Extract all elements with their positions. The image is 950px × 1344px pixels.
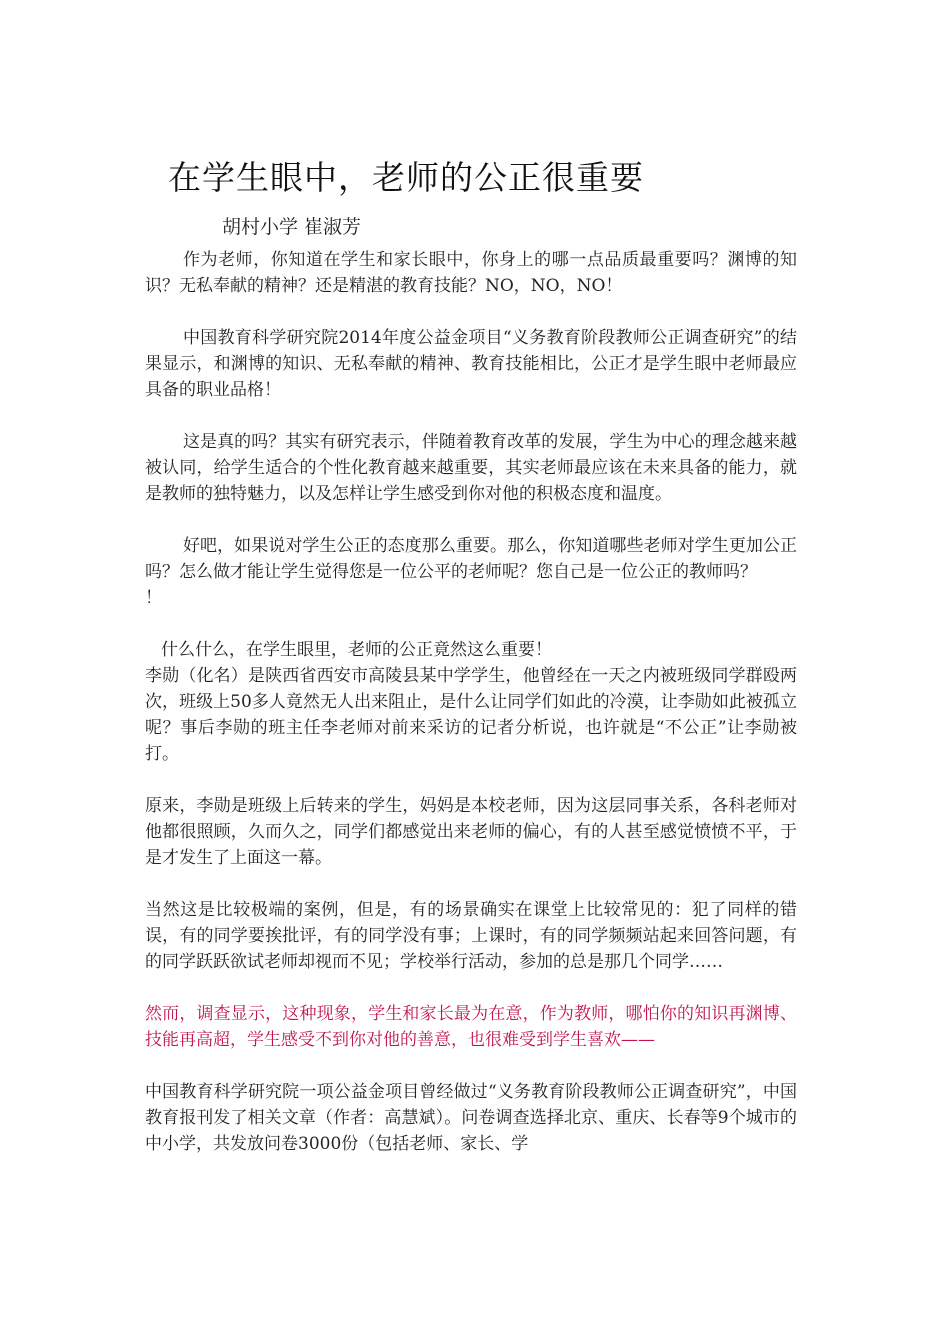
paragraph-survey: 中国教育科学研究院一项公益金项目曾经做过“义务教育阶段教师公正调查研究”，中国教育报刊发了相关文章（作者：高慧斌）。问卷调查选择北京、重庆、长春等9个城市的中小学，共发放问卷3000份（包括老师、家长、学 (145, 1082, 797, 1154)
paragraph-gap (145, 767, 797, 793)
paragraph-highlight: 然而，调查显示，这种现象，学生和家长最为在意，作为教师，哪怕你的知识再渊博、技能再高超，学生感受不到你对他的善意，也很难受到学生喜欢—— (145, 1004, 797, 1050)
author-line: 胡村小学 崔淑芳 (222, 216, 362, 238)
paragraph-gap (145, 871, 797, 897)
paragraph-gap (145, 1053, 797, 1079)
paragraph-classroom: 当然这是比较极端的案例，但是，有的场景确实在课堂上比较常见的：犯了同样的错误，有的同学要挨批评，有的同学没有事；上课时，有的同学频频站起来回答问题，有的同学跃跃欲试老师却视而不见；学校举行活动，参加的总是那几个同学…… (145, 900, 797, 972)
paragraph-gap (145, 611, 797, 637)
paragraph-gap (145, 507, 797, 533)
paragraph-gap (145, 299, 797, 325)
paragraph-gap (145, 975, 797, 1001)
paragraph-gap (145, 403, 797, 429)
document-body (145, 247, 797, 1157)
paragraph-intro: 作为老师，你知道在学生和家长眼中，你身上的哪一点品质最重要吗？渊博的知识？无私奉献的精神？还是精湛的教育技能？NO，NO，NO！ (145, 250, 797, 296)
paragraph-question: 这是真的吗？其实有研究表示，伴随着教育改革的发展，学生为中心的理念越来越被认同，给学生适合的个性化教育越来越重要，其实老师最应该在未来具备的能力，就是教师的独特魅力，以及怎样让学生感受到你对他的积极态度和温度。 (145, 432, 797, 504)
paragraph-surprise: 什么什么，在学生眼里，老师的公正竟然这么重要！ (161, 640, 552, 660)
paragraph-research: 中国教育科学研究院2014年度公益金项目“义务教育阶段教师公正调查研究”的结果显示，和渊博的知识、无私奉献的精神、教育技能相比，公正才是学生眼中老师最应具备的职业品格！ (145, 328, 797, 400)
paragraph-exclaim: ！ (145, 588, 162, 608)
document-title: 在学生眼中，老师的公正很重要 (168, 158, 644, 197)
paragraph-case: 李勋（化名）是陕西省西安市高陵县某中学学生，他曾经在一天之内被班级同学群殴两次，班级上50多人竟然无人出来阻止，是什么让同学们如此的冷漠，让李勋如此被孤立呢？事后李勋的班主任李老师对前来采访的记者分析说，也许就是“不公正”让李勋被打。 (145, 666, 797, 764)
paragraph-reason: 原来，李勋是班级上后转来的学生，妈妈是本校老师，因为这层同事关系，各科老师对他都很照顾，久而久之，同学们都感觉出来老师的偏心，有的人甚至感觉愤愤不平，于是才发生了上面这一幕。 (145, 796, 797, 868)
paragraph-fairness: 好吧，如果说对学生公正的态度那么重要。那么，你知道哪些老师对学生更加公正吗？怎么做才能让学生觉得您是一位公平的老师呢？您自己是一位公正的教师吗？ (145, 536, 797, 582)
